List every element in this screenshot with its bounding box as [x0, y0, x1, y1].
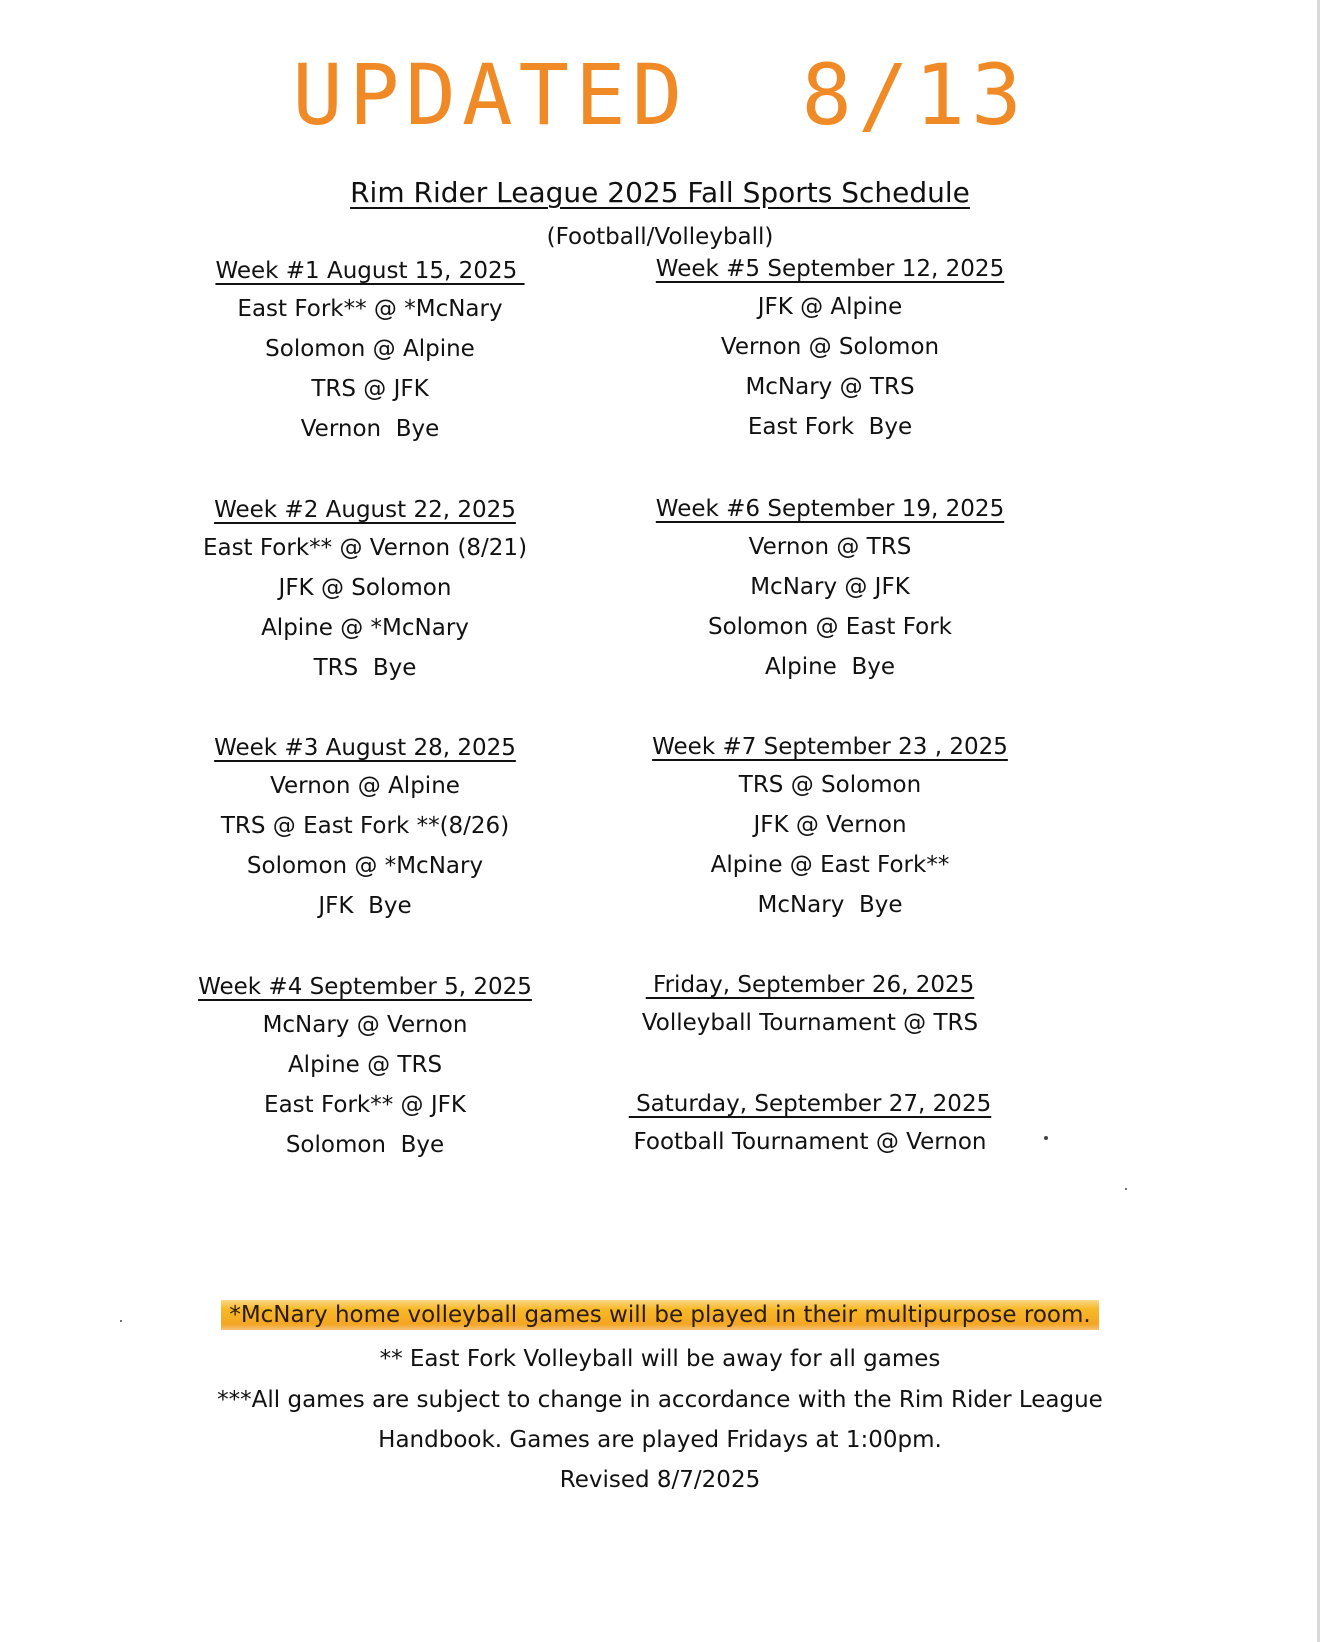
tournament-event: Football Tournament @ Vernon: [633, 1129, 987, 1155]
updated-stamp: UPDATED 8/13: [292, 46, 1028, 144]
football-tournament: [610, 1091, 1010, 1162]
page-subtitle: (Football/Volleyball): [546, 224, 774, 250]
game-row: Alpine @ TRS: [287, 1052, 443, 1078]
week-heading: Week #2 August 22, 2025: [214, 497, 516, 523]
week-heading: Week #4 September 5, 2025: [198, 974, 532, 1000]
game-row: Vernon Bye: [300, 416, 440, 442]
game-row: East Fork** @ JFK: [264, 1092, 466, 1118]
game-row: McNary @ TRS: [745, 374, 915, 400]
game-row: Solomon @ East Fork: [707, 614, 952, 640]
game-row: Alpine @ *McNary: [261, 615, 469, 641]
week-heading: Week #5 September 12, 2025: [655, 256, 1005, 282]
game-row: JFK @ Alpine: [757, 294, 903, 320]
week-7: [640, 734, 1020, 925]
week-heading: Week #1 August 15, 2025: [215, 258, 525, 284]
week-3: [175, 735, 555, 926]
game-row: Vernon @ Solomon: [720, 334, 940, 360]
tournament-event: Volleyball Tournament @ TRS: [641, 1010, 979, 1036]
week-2: [175, 497, 555, 688]
game-row: TRS @ Solomon: [738, 772, 922, 798]
game-row: Solomon @ *McNary: [246, 853, 484, 879]
game-row: JFK @ Vernon: [753, 812, 907, 838]
tournament-heading: Friday, September 26, 2025: [645, 972, 975, 998]
subject-note-line-2: Handbook. Games are played Fridays at 1:00pm.: [378, 1427, 942, 1453]
week-heading: Week #3 August 28, 2025: [214, 735, 516, 761]
highlighted-note: *McNary home volleyball games will be played in their multipurpose room.: [221, 1300, 1098, 1330]
week-heading: Week #7 September 23 , 2025: [652, 734, 1008, 760]
scan-speck: [1125, 1188, 1127, 1190]
page-title: Rim Rider League 2025 Fall Sports Schedule: [350, 176, 970, 209]
game-row: McNary Bye: [757, 892, 903, 918]
week-4: [175, 974, 555, 1165]
revised-date: Revised 8/7/2025: [559, 1467, 761, 1493]
subject-note-line-1: ***All games are subject to change in accordance with the Rim Rider League: [217, 1387, 1103, 1413]
game-row: McNary @ JFK: [750, 574, 910, 600]
game-row: East Fork** @ Vernon (8/21): [202, 535, 528, 561]
scan-speck: [120, 1320, 122, 1322]
mcnary-note: [0, 1302, 1320, 1328]
game-row: JFK @ Solomon: [278, 575, 452, 601]
game-row: Solomon @ Alpine: [265, 336, 475, 362]
game-row: Vernon @ TRS: [748, 534, 912, 560]
game-row: McNary @ Vernon: [262, 1012, 468, 1038]
game-row: TRS @ JFK: [311, 376, 429, 402]
volleyball-tournament: [610, 972, 1010, 1043]
game-row: Solomon Bye: [285, 1132, 445, 1158]
game-row: Alpine @ East Fork**: [710, 852, 950, 878]
game-row: Alpine Bye: [764, 654, 895, 680]
week-5: [640, 256, 1020, 447]
week-heading: Week #6 September 19, 2025: [655, 496, 1005, 522]
scan-speck: [1044, 1136, 1048, 1140]
game-row: East Fork** @ *McNary: [237, 296, 503, 322]
tournament-heading: Saturday, September 27, 2025: [628, 1091, 992, 1117]
game-row: Vernon @ Alpine: [270, 773, 460, 799]
week-6: [640, 496, 1020, 687]
game-row: JFK Bye: [318, 893, 412, 919]
game-row: East Fork Bye: [747, 414, 913, 440]
game-row: TRS @ East Fork **(8/26): [220, 813, 510, 839]
week-1: [205, 258, 535, 449]
east-fork-note: ** East Fork Volleyball will be away for all games: [379, 1346, 941, 1372]
game-row: TRS Bye: [313, 655, 417, 681]
